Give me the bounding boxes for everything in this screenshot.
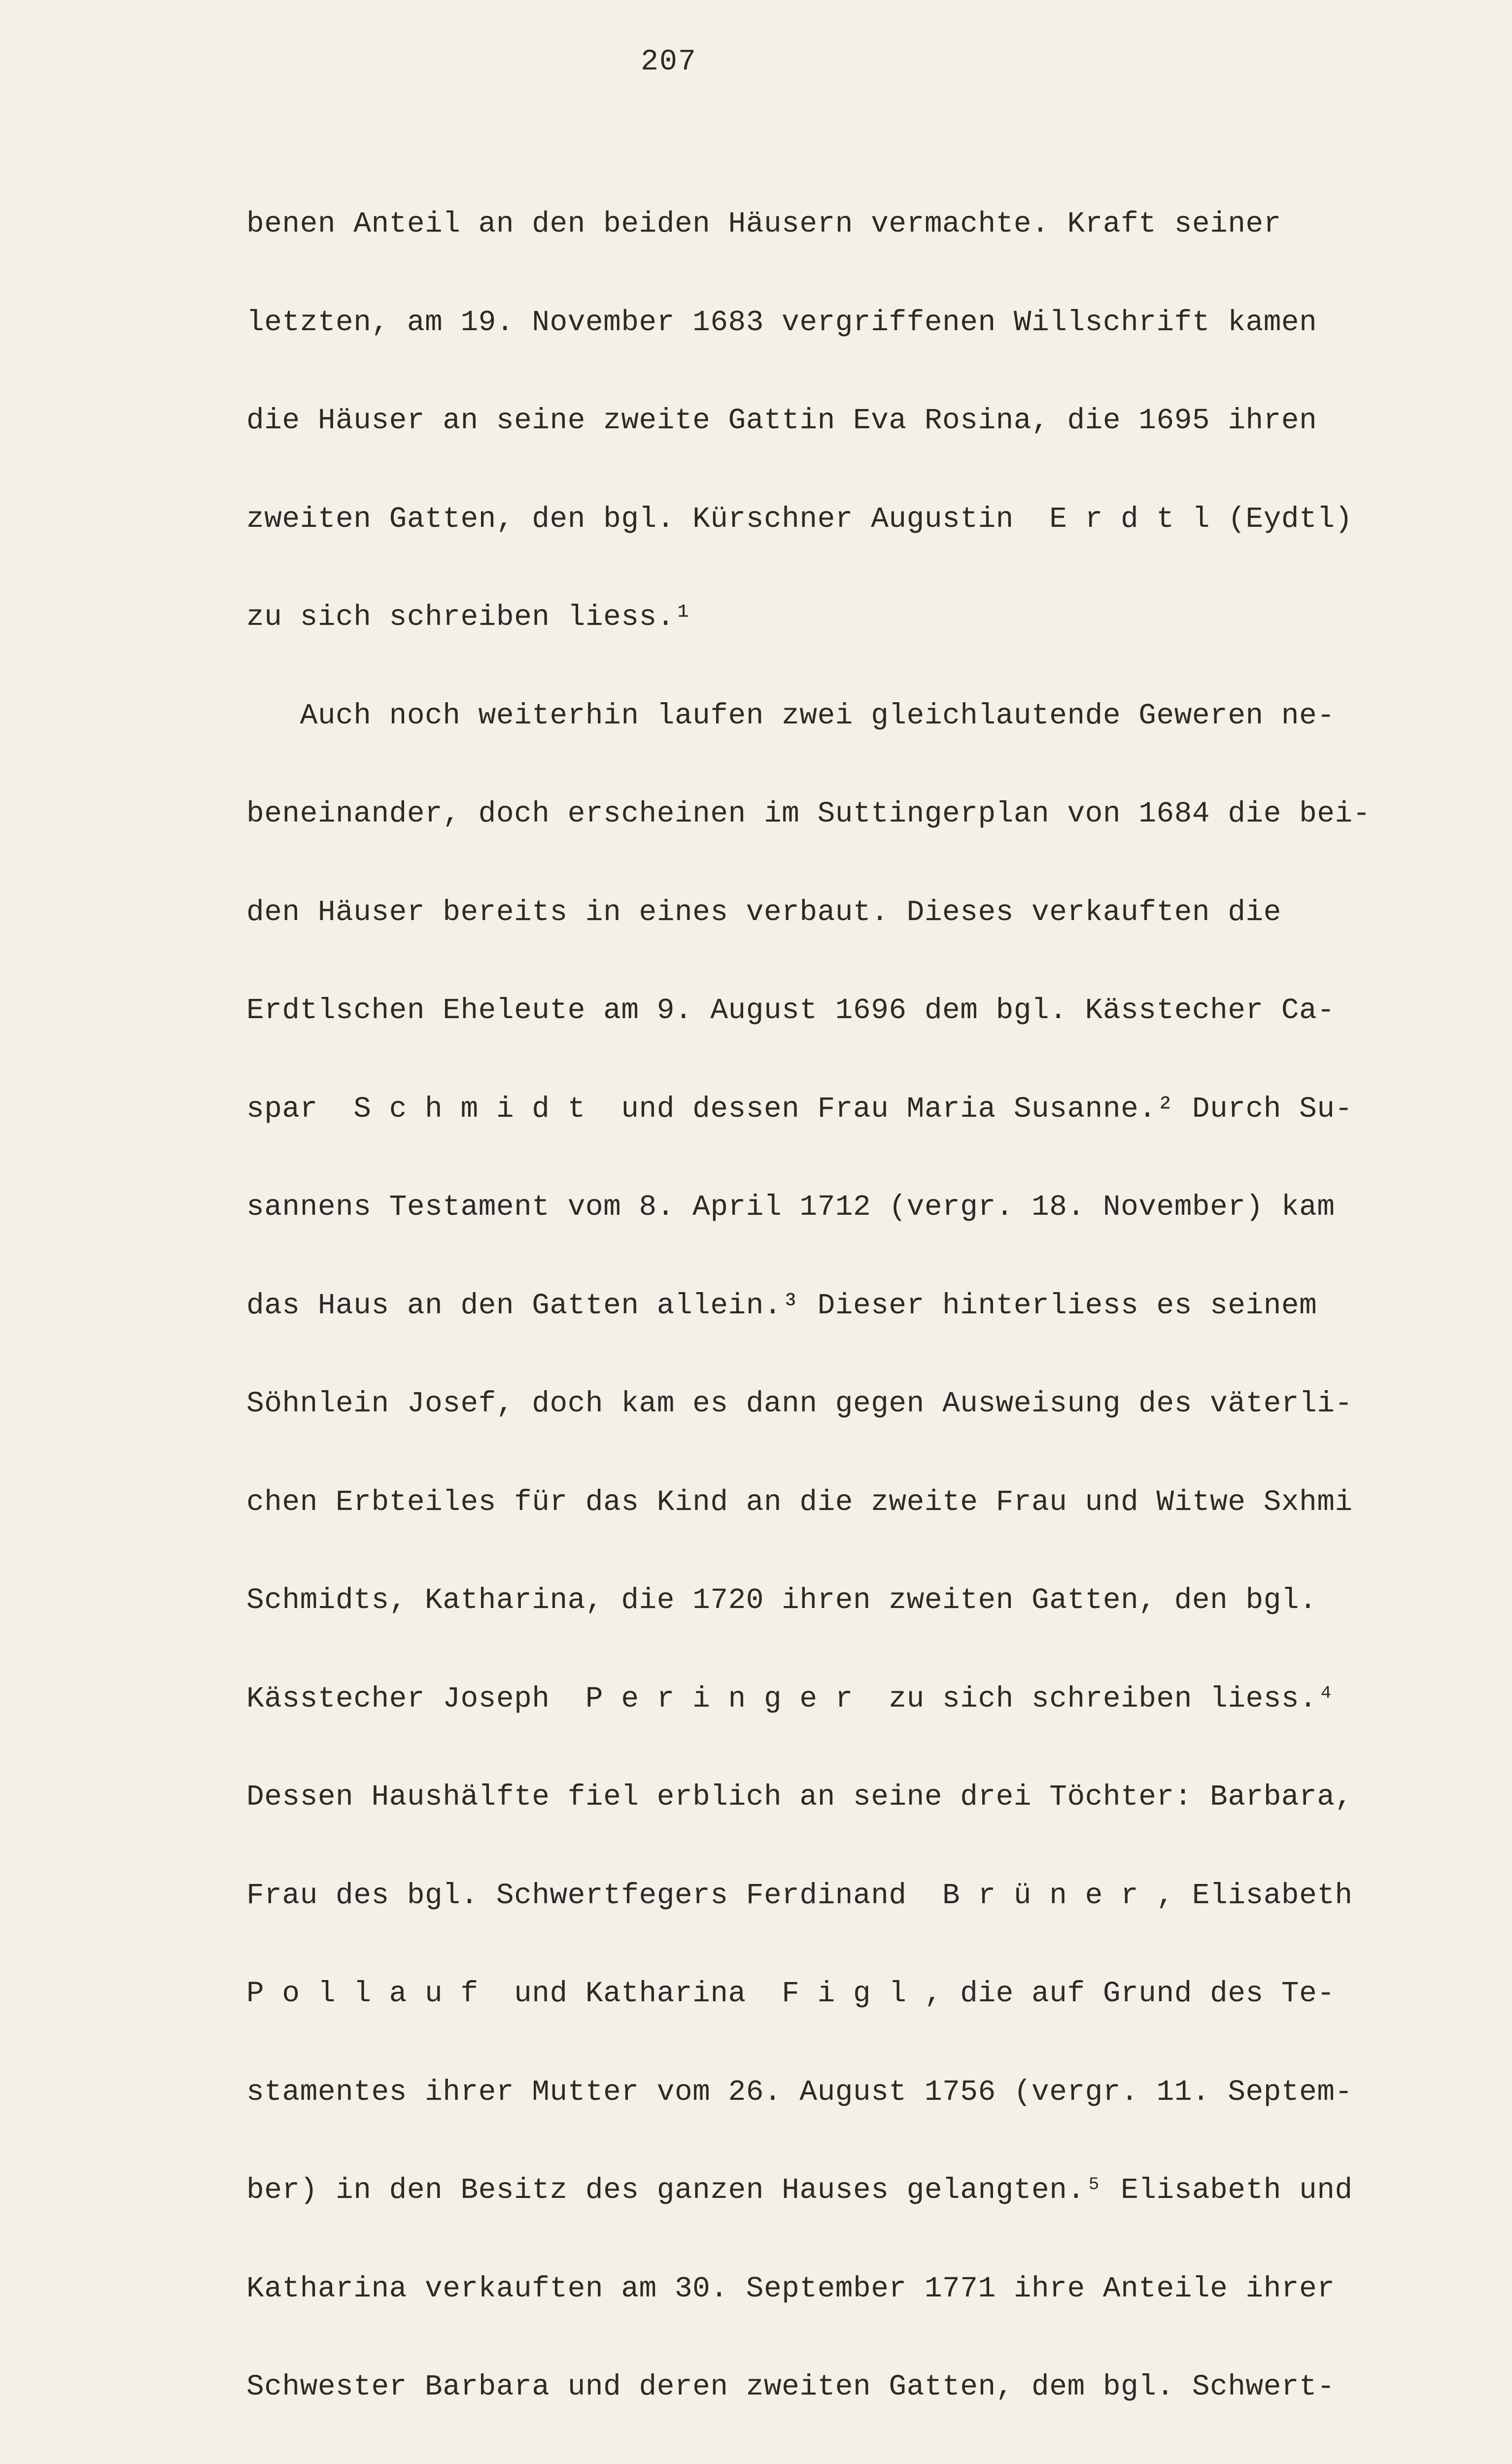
text-line: Katharina verkauften am 30. September 1771 ihre Anteile ihrer <box>246 2271 1335 2305</box>
text-line: Söhnlein Josef, doch kam es dann gegen Ausweisung des väterli- <box>246 1387 1353 1420</box>
page-number: 207 <box>641 45 697 79</box>
text-line: zu sich schreiben liess.¹ <box>246 600 693 634</box>
text-line: ber) in den Besitz des ganzen Hauses gelangten.⁵ Elisabeth und <box>246 2173 1353 2207</box>
text-line: spar S c h m i d t und dessen Frau Maria Susanne.² Durch Su- <box>246 1092 1353 1126</box>
text-line: Schmidts, Katharina, die 1720 ihren zweiten Gatten, den bgl. <box>246 1583 1317 1617</box>
text-line: stamentes ihrer Mutter vom 26. August 1756 (vergr. 11. Septem- <box>246 2075 1353 2109</box>
text-line: letzten, am 19. November 1683 vergriffenen Willschrift kamen <box>246 305 1317 339</box>
text-line: Erdtlschen Eheleute am 9. August 1696 dem bgl. Kässtecher Ca- <box>246 993 1335 1027</box>
text-line: Schwester Barbara und deren zweiten Gatten, dem bgl. Schwert- <box>246 2370 1335 2403</box>
text-line: Frau des bgl. Schwertfegers Ferdinand B r ü n e r , Elisabeth <box>246 1878 1353 1912</box>
text-line: zweiten Gatten, den bgl. Kürschner Augustin E r d t l (Eydtl) <box>246 502 1353 536</box>
body-text <box>246 142 1488 2464</box>
text-line: das Haus an den Gatten allein.³ Dieser hinterliess es seinem <box>246 1288 1317 1322</box>
text-line: sannens Testament vom 8. April 1712 (vergr. 18. November) kam <box>246 1190 1335 1224</box>
text-line: Auch noch weiterhin laufen zwei gleichlautende Geweren ne- <box>246 698 1335 732</box>
text-line: Dessen Haushälfte fiel erblich an seine drei Töchter: Barbara, <box>246 1780 1353 1814</box>
text-line: P o l l a u f und Katharina F i g l , die auf Grund des Te- <box>246 1977 1335 2010</box>
text-line: beneinander, doch erscheinen im Suttingerplan von 1684 die bei- <box>246 797 1371 830</box>
text-line: die Häuser an seine zweite Gattin Eva Rosina, die 1695 ihren <box>246 404 1317 437</box>
text-line: den Häuser bereits in eines verbaut. Dieses verkauften die <box>246 895 1281 929</box>
text-line: chen Erbteiles für das Kind an die zweite Frau und Witwe Sxhmi <box>246 1485 1353 1519</box>
text-line: benen Anteil an den beiden Häusern vermachte. Kraft seiner <box>246 207 1281 240</box>
text-line: Kässtecher Joseph P e r i n g e r zu sich schreiben liess.⁴ <box>246 1681 1335 1715</box>
